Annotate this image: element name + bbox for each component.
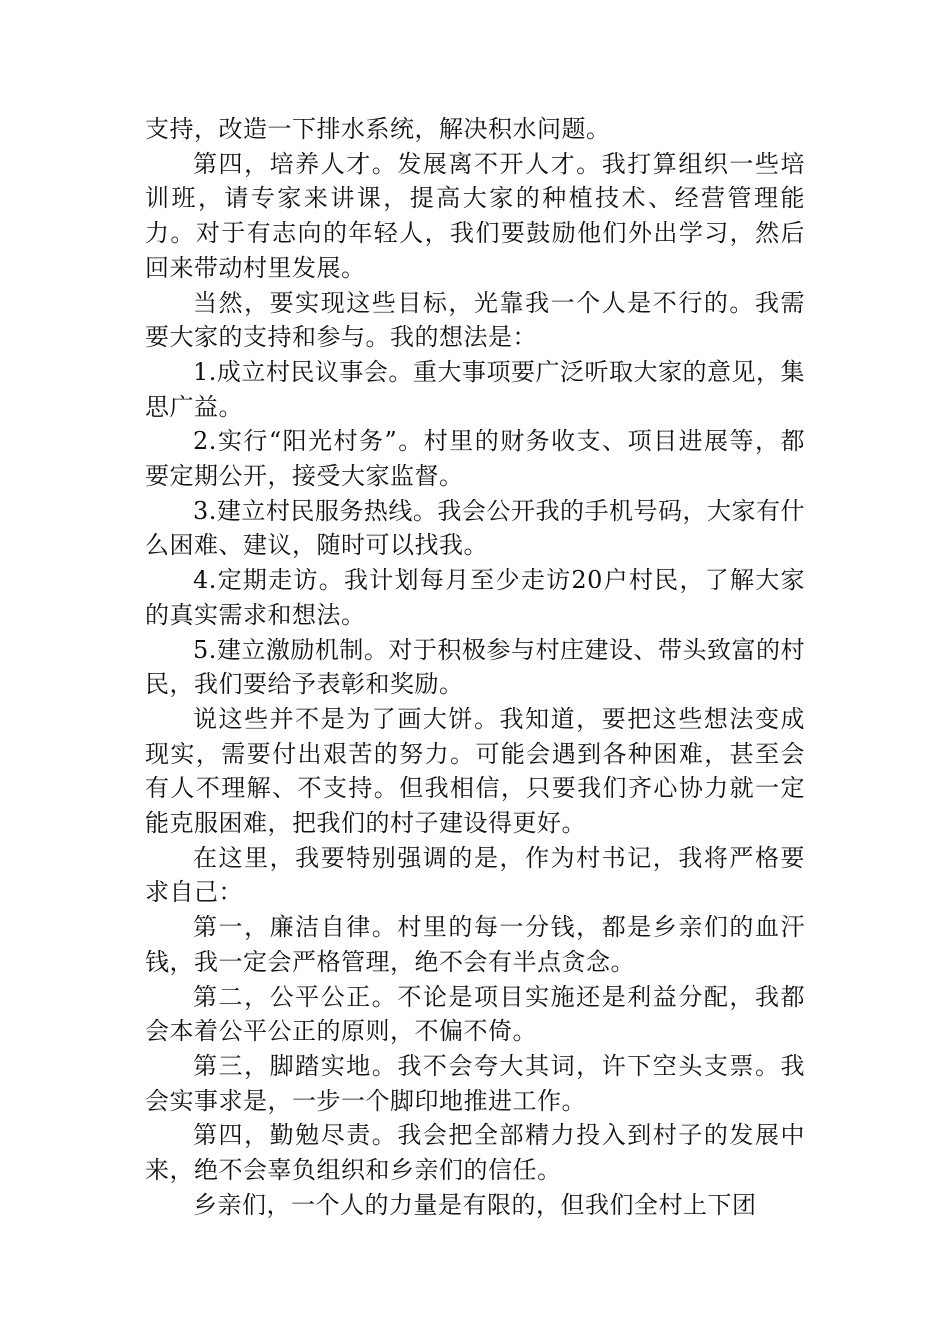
list-item: 4.定期走访。我计划每月至少走访20户村民，了解大家的真实需求和想法。: [145, 566, 805, 629]
paragraph: 乡亲们，一个人的力量是有限的，但我们全村上下团: [193, 1190, 757, 1219]
list-item: 5.建立激励机制。对于积极参与村庄建设、带头致富的村民，我们要给予表彰和奖励。: [145, 635, 805, 699]
document-page: [145, 112, 805, 1223]
paragraph: 第二，公平公正。不论是项目实施还是利益分配，我都会本着公平公正的原则，不偏不倚。: [145, 982, 805, 1046]
paragraph: 第三，脚踏实地。我不会夸大其词，许下空头支票。我会实事求是，一步一个脚印地推进工作。: [145, 1051, 805, 1115]
paragraph: 说这些并不是为了画大饼。我知道，要把这些想法变成现实，需要付出艰苦的努力。可能会遇到各种困难，甚至会有人不理解、不支持。但我相信，只要我们齐心协力就一定能克服困难，把我们的村子建设得更好。: [145, 704, 805, 838]
list-item: 1.成立村民议事会。重大事项要广泛听取大家的意见，集思广益。: [145, 357, 805, 421]
paragraph: 第四，勤勉尽责。我会把全部精力投入到村子的发展中来，绝不会辜负组织和乡亲们的信任。: [145, 1121, 805, 1185]
paragraph: 支持，改造一下排水系统，解决积水问题。: [145, 115, 611, 143]
paragraph: 在这里，我要特别强调的是，作为村书记，我将严格要求自己：: [145, 843, 805, 907]
list-item: 3.建立村民服务热线。我会公开我的手机号码，大家有什么困难、建议，随时可以找我。: [145, 496, 805, 560]
list-item: 2.实行“阳光村务”。村里的财务收支、项目进展等，都要定期公开，接受大家监督。: [145, 427, 805, 491]
paragraph: 当然，要实现这些目标，光靠我一个人是不行的。我需要大家的支持和参与。我的想法是：: [145, 288, 805, 352]
paragraph: 第一，廉洁自律。村里的每一分钱，都是乡亲们的血汗钱，我一定会严格管理，绝不会有半点贪念。: [145, 913, 805, 976]
paragraph: 第四，培养人才。发展离不开人才。我打算组织一些培训班，请专家来讲课，提高大家的种植技术、经营管理能力。对于有志向的年轻人，我们要鼓励他们外出学习，然后回来带动村里发展。: [145, 149, 805, 282]
